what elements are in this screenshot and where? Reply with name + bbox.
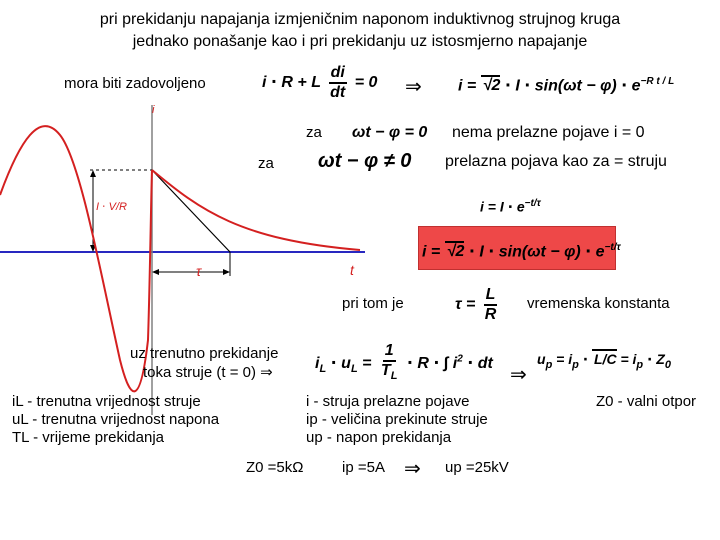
case1-text: nema prelazne pojave i = 0 xyxy=(452,124,645,141)
example-ip: ip =5A xyxy=(342,459,385,476)
case2-text: prelazna pojava kao za = struju xyxy=(445,153,667,170)
condition-equation: i ⋅ R + L $\frac{di}{dt}$ = 0 xyxy=(262,64,378,101)
implies-arrow: ⇒ xyxy=(405,76,422,98)
example-up: up =25kV xyxy=(445,459,509,476)
highlighted-equation: $i = √2 \cdot I \cdot \sin(\omega t - \varphi) \cdot e^{-t/\tau}$ xyxy=(422,242,621,261)
surge-equation: $u_p = i_p \cdot L/C = i_p \cdot Z_0$ xyxy=(537,351,671,371)
case1-equation: ωt − φ = 0 xyxy=(352,124,428,141)
example-z0: Z0 =5kΩ xyxy=(246,459,304,476)
time-constant-equation: τ = $\frac{L}{R}$ xyxy=(455,286,497,323)
axis-i-label: i xyxy=(152,104,155,116)
definition-iL: iL - trenutna vrijednost struje xyxy=(12,393,201,410)
title-line-2: jednako ponašanje kao i pri prekidanju uz istosmjerno napajanje xyxy=(132,33,588,50)
title-line-1: pri prekidanju napajanja izmjeničnim naponom induktivnog strujnog kruga xyxy=(99,11,621,28)
axis-t-label: t xyxy=(350,262,354,278)
time-constant-name: vremenska konstanta xyxy=(527,295,670,312)
case1-za: za xyxy=(306,124,322,141)
definition-TL: TL - vrijeme prekidanja xyxy=(12,429,164,446)
case2-za: za xyxy=(258,155,274,172)
definition-uL: uL - trenutna vrijednost napona xyxy=(12,411,220,428)
interrupt-implies: ⇒ xyxy=(510,364,527,386)
example-arrow: ⇒ xyxy=(404,458,421,480)
tau-label: τ xyxy=(196,263,202,279)
time-constant-lead: pri tom je xyxy=(342,295,404,312)
decay-curve xyxy=(152,170,360,250)
amplitude-label: I ⋅ V/R xyxy=(96,201,128,213)
definition-i: i - struja prelazne pojave xyxy=(306,393,470,410)
interrupt-line-1: uz trenutno prekidanje xyxy=(130,345,279,362)
exp-decay-equation: $i = I \cdot e^{-t/\tau}$ xyxy=(480,198,541,215)
energy-equation: $i_L \cdot u_L$ = $\frac{1}{T_L}$ ⋅ R ⋅ ∫ $i^2$ ⋅ dt xyxy=(315,342,493,383)
definition-ip: ip - veličina prekinute struje xyxy=(306,411,488,428)
condition-label: mora biti zadovoljeno xyxy=(64,75,206,92)
definition-up: up - napon prekidanja xyxy=(306,429,452,446)
current-equation: $i = √2 \cdot I \cdot \sin(\omega t - \varphi) \cdot e^{-R t / L}$ xyxy=(458,76,675,95)
interrupt-line-2: toka struje (t = 0) ⇒ xyxy=(143,364,273,381)
case2-equation: ωt − φ ≠ 0 xyxy=(318,150,412,172)
definition-z0: Z0 - valni otpor xyxy=(596,393,697,410)
tangent-line xyxy=(152,170,230,252)
